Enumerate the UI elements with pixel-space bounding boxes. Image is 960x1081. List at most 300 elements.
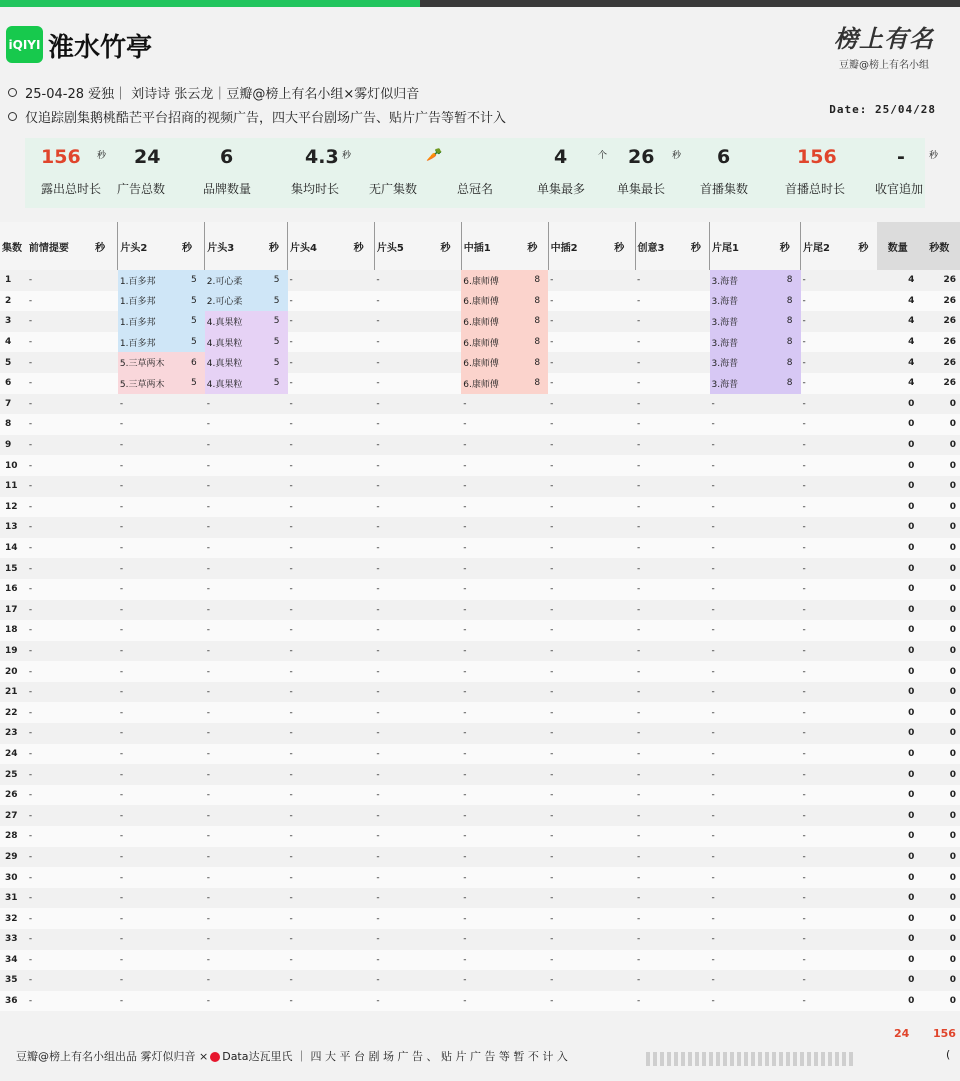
table-cell: - [461, 764, 525, 785]
table-cell: - [801, 600, 857, 621]
table-cell: - [635, 867, 689, 888]
table-cell [439, 682, 462, 703]
stat-value: 24 [134, 146, 161, 168]
table-cell [689, 558, 710, 579]
table-cell [856, 723, 877, 744]
table-cell [352, 558, 375, 579]
table-cell [352, 744, 375, 765]
page-tick [674, 1052, 678, 1066]
table-cell: - [801, 950, 857, 971]
info-line-2 [8, 107, 506, 126]
table-cell: 3.海普 [710, 373, 778, 394]
table-cell [778, 847, 801, 868]
table-cell: - [205, 394, 267, 415]
table-cell [778, 517, 801, 538]
stat-value: 🥕 [426, 148, 443, 163]
table-cell: - [710, 476, 778, 497]
table-cell: - [288, 311, 352, 332]
table-cell [778, 558, 801, 579]
table-cell: 8 [778, 291, 801, 312]
table-cell [267, 558, 288, 579]
table-cell [612, 888, 635, 909]
episode-number: 23 [0, 723, 27, 744]
stat-value: 4 [554, 146, 568, 168]
table-cell: - [710, 950, 778, 971]
table-cell: 8 [525, 373, 548, 394]
table-cell [689, 867, 710, 888]
table-cell: - [27, 352, 93, 373]
table-cell [689, 682, 710, 703]
table-cell: - [27, 929, 93, 950]
table-row [0, 373, 960, 394]
table-cell [689, 476, 710, 497]
table-cell: 0 [918, 455, 960, 476]
table-cell [778, 702, 801, 723]
table-cell [93, 270, 118, 291]
table-cell: 5 [180, 373, 205, 394]
table-cell: - [27, 641, 93, 662]
table-cell: - [288, 373, 352, 394]
page-tick [821, 1052, 825, 1066]
table-cell: - [635, 950, 689, 971]
table-row [0, 826, 960, 847]
table-cell: 0 [877, 497, 918, 518]
table-cell [352, 435, 375, 456]
table-cell: 3.海普 [710, 352, 778, 373]
table-cell: - [205, 785, 267, 806]
table-cell [525, 805, 548, 826]
table-cell: - [461, 661, 525, 682]
table-row [0, 620, 960, 641]
stat-value: 26 [628, 146, 655, 168]
episode-number: 16 [0, 579, 27, 600]
table-cell [352, 394, 375, 415]
table-cell: 0 [877, 414, 918, 435]
table-cell: - [27, 517, 93, 538]
episode-number: 20 [0, 661, 27, 682]
table-cell [93, 600, 118, 621]
table-cell [93, 929, 118, 950]
table-cell: 0 [918, 620, 960, 641]
page-tick [681, 1052, 685, 1066]
table-cell: - [548, 991, 612, 1012]
table-cell: - [635, 847, 689, 868]
table-cell [689, 785, 710, 806]
table-cell: - [801, 744, 857, 765]
table-cell [612, 682, 635, 703]
table-cell [180, 744, 205, 765]
table-cell [689, 270, 710, 291]
table-cell [778, 991, 801, 1012]
table-cell: - [635, 373, 689, 394]
table-cell: - [374, 414, 438, 435]
table-cell [612, 744, 635, 765]
table-cell: - [710, 744, 778, 765]
table-cell [689, 702, 710, 723]
table-cell [778, 600, 801, 621]
table-cell [267, 620, 288, 641]
table-cell: - [710, 517, 778, 538]
table-cell: - [374, 785, 438, 806]
table-cell [689, 991, 710, 1012]
table-cell [778, 950, 801, 971]
table-cell: - [288, 455, 352, 476]
table-cell [612, 867, 635, 888]
table-cell [689, 373, 710, 394]
episode-number: 27 [0, 805, 27, 826]
table-cell [93, 785, 118, 806]
table-cell: - [710, 805, 778, 826]
table-cell: - [205, 744, 267, 765]
table-cell: - [710, 682, 778, 703]
report-date: Date: 25/04/28 [829, 103, 936, 116]
table-cell: - [710, 435, 778, 456]
table-cell: 4 [877, 311, 918, 332]
table-cell: - [27, 723, 93, 744]
table-cell [689, 435, 710, 456]
table-cell: 0 [918, 497, 960, 518]
table-cell: - [548, 970, 612, 991]
table-cell: - [461, 785, 525, 806]
table-cell: - [461, 497, 525, 518]
table-cell: - [27, 414, 93, 435]
table-cell [93, 620, 118, 641]
table-cell: 0 [918, 723, 960, 744]
table-cell [93, 641, 118, 662]
episode-number: 36 [0, 991, 27, 1012]
column-header: 中插1 [461, 222, 525, 270]
page-tick [716, 1052, 720, 1066]
table-cell: 5 [267, 311, 288, 332]
table-cell [180, 414, 205, 435]
table-cell: - [374, 270, 438, 291]
table-cell: - [801, 394, 857, 415]
table-cell: - [205, 764, 267, 785]
table-row [0, 291, 960, 312]
table-cell: - [635, 291, 689, 312]
table-cell: - [548, 764, 612, 785]
table-cell [439, 641, 462, 662]
table-cell: - [27, 497, 93, 518]
column-header: 秒 [689, 222, 710, 270]
table-cell: - [374, 805, 438, 826]
table-cell [352, 600, 375, 621]
table-cell [180, 538, 205, 559]
table-cell: - [205, 991, 267, 1012]
table-cell [439, 497, 462, 518]
table-cell: - [635, 600, 689, 621]
table-cell: - [205, 805, 267, 826]
table-cell [525, 888, 548, 909]
table-cell [612, 579, 635, 600]
table-cell [856, 352, 877, 373]
table-cell: - [801, 291, 857, 312]
table-cell: 0 [877, 991, 918, 1012]
table-cell: - [118, 620, 180, 641]
table-cell: - [118, 455, 180, 476]
page-tick [842, 1052, 846, 1066]
table-cell: - [710, 764, 778, 785]
page-tick [786, 1052, 790, 1066]
table-cell: - [801, 764, 857, 785]
info-line-2-text: 仅追踪剧集鹅桃酷芒平台招商的视频广告，四大平台剧场广告、贴片广告等暂不计入 [25, 111, 507, 126]
table-cell: 0 [877, 394, 918, 415]
table-cell [439, 517, 462, 538]
table-cell: - [288, 764, 352, 785]
table-cell [180, 805, 205, 826]
table-cell [93, 867, 118, 888]
table-cell [778, 394, 801, 415]
table-cell [856, 661, 877, 682]
table-cell [267, 744, 288, 765]
table-cell: - [635, 352, 689, 373]
info-line-1-text: 25-04-28 爱独｜ 刘诗诗 张云龙｜豆瓣@榜上有名小组×雾灯似归音 [25, 87, 420, 102]
episode-number: 13 [0, 517, 27, 538]
table-cell: - [288, 435, 352, 456]
table-cell: - [801, 435, 857, 456]
table-cell [612, 311, 635, 332]
table-cell: 0 [918, 950, 960, 971]
table-cell: - [801, 517, 857, 538]
table-cell [525, 744, 548, 765]
table-cell [352, 785, 375, 806]
table-row [0, 435, 960, 456]
table-cell [612, 908, 635, 929]
table-cell: - [118, 497, 180, 518]
table-cell [352, 579, 375, 600]
table-cell: - [374, 950, 438, 971]
table-row [0, 702, 960, 723]
table-cell: 0 [877, 929, 918, 950]
stat-unit: 秒 [929, 151, 939, 161]
episode-number: 35 [0, 970, 27, 991]
stat-unit: 个 [598, 151, 608, 161]
table-cell [267, 517, 288, 538]
table-cell [856, 867, 877, 888]
table-cell: 8 [778, 373, 801, 394]
table-cell: - [27, 291, 93, 312]
table-cell [267, 702, 288, 723]
table-cell: 0 [918, 805, 960, 826]
table-row [0, 847, 960, 868]
table-cell: - [635, 702, 689, 723]
stat-label: 单集最长 [617, 182, 666, 196]
table-cell: - [710, 620, 778, 641]
column-header: 片头3 [205, 222, 267, 270]
table-cell: 0 [877, 517, 918, 538]
table-cell [778, 970, 801, 991]
table-cell: - [710, 600, 778, 621]
table-row [0, 764, 960, 785]
table-cell: - [27, 950, 93, 971]
table-cell: 6.康师傅 [461, 332, 525, 353]
page-tick [653, 1052, 657, 1066]
table-cell: - [801, 352, 857, 373]
table-cell: 6.康师傅 [461, 270, 525, 291]
table-cell [612, 414, 635, 435]
table-cell [180, 620, 205, 641]
table-cell: - [801, 538, 857, 559]
table-cell: - [205, 888, 267, 909]
table-cell [93, 661, 118, 682]
table-cell: - [801, 908, 857, 929]
table-cell: - [461, 805, 525, 826]
table-cell [689, 805, 710, 826]
table-cell [689, 455, 710, 476]
table-cell [856, 888, 877, 909]
table-cell: 5.三草两木 [118, 373, 180, 394]
table-cell [778, 785, 801, 806]
table-cell: - [118, 826, 180, 847]
table-cell [612, 497, 635, 518]
table-cell: - [548, 476, 612, 497]
stat-unit: 秒 [672, 151, 682, 161]
table-cell [267, 970, 288, 991]
table-cell: - [461, 950, 525, 971]
table-cell: - [27, 332, 93, 353]
table-cell [689, 764, 710, 785]
table-cell: 0 [918, 435, 960, 456]
page-tick [849, 1052, 853, 1066]
table-cell [352, 826, 375, 847]
table-cell [856, 826, 877, 847]
table-cell: - [205, 661, 267, 682]
stat-label: 露出总时长 [41, 182, 102, 196]
table-cell: - [461, 929, 525, 950]
table-cell: 8 [778, 332, 801, 353]
table-cell [439, 723, 462, 744]
table-cell [525, 847, 548, 868]
table-cell [525, 641, 548, 662]
table-row [0, 991, 960, 1012]
table-cell: - [801, 558, 857, 579]
table-cell: - [118, 702, 180, 723]
table-cell: 8 [525, 291, 548, 312]
table-cell: - [118, 867, 180, 888]
table-cell [689, 600, 710, 621]
table-cell: - [710, 702, 778, 723]
table-cell [689, 517, 710, 538]
table-cell: 0 [918, 579, 960, 600]
table-cell: 0 [877, 908, 918, 929]
table-cell [267, 579, 288, 600]
page-indicator[interactable] [646, 1052, 856, 1066]
table-cell [689, 291, 710, 312]
table-cell: - [27, 682, 93, 703]
table-cell: - [635, 661, 689, 682]
table-cell [612, 847, 635, 868]
table-cell: - [635, 394, 689, 415]
table-cell [856, 435, 877, 456]
table-cell [525, 497, 548, 518]
table-cell [689, 661, 710, 682]
table-cell [93, 497, 118, 518]
table-cell [267, 394, 288, 415]
table-cell: - [801, 579, 857, 600]
table-cell: - [548, 620, 612, 641]
table-cell: - [461, 908, 525, 929]
table-cell: - [118, 414, 180, 435]
table-cell: 4 [877, 270, 918, 291]
table-cell [778, 497, 801, 518]
ad-table [0, 222, 960, 1011]
table-cell [439, 558, 462, 579]
table-cell: 5 [180, 291, 205, 312]
table-cell: 0 [877, 538, 918, 559]
table-cell [778, 538, 801, 559]
table-cell [439, 579, 462, 600]
table-cell [352, 847, 375, 868]
page-tick [730, 1052, 734, 1066]
table-cell: - [548, 867, 612, 888]
table-cell: - [27, 394, 93, 415]
table-cell: 0 [877, 620, 918, 641]
table-cell [439, 847, 462, 868]
brand-script: 榜上有名 [834, 24, 934, 53]
table-cell [180, 991, 205, 1012]
table-cell: - [374, 517, 438, 538]
table-cell [180, 682, 205, 703]
table-cell [778, 764, 801, 785]
table-cell: 0 [918, 970, 960, 991]
table-cell [439, 620, 462, 641]
stat-value: - [897, 146, 905, 168]
table-cell [93, 764, 118, 785]
table-cell: - [374, 826, 438, 847]
table-cell [856, 641, 877, 662]
table-cell [439, 476, 462, 497]
table-cell [856, 682, 877, 703]
table-cell: - [548, 826, 612, 847]
table-cell [612, 270, 635, 291]
table-cell [93, 455, 118, 476]
table-cell [612, 291, 635, 312]
table-cell: 8 [525, 311, 548, 332]
table-cell: - [635, 558, 689, 579]
table-cell: 0 [877, 950, 918, 971]
table-cell: - [710, 455, 778, 476]
table-cell: 0 [918, 867, 960, 888]
table-cell: 5 [267, 373, 288, 394]
footer-text [16, 1048, 568, 1064]
table-cell [612, 538, 635, 559]
table-cell [856, 291, 877, 312]
table-cell: - [635, 435, 689, 456]
table-cell [612, 764, 635, 785]
table-cell: 5 [267, 291, 288, 312]
table-cell [352, 291, 375, 312]
table-cell: 8 [525, 332, 548, 353]
table-cell [856, 991, 877, 1012]
page-tick [751, 1052, 755, 1066]
episode-number: 18 [0, 620, 27, 641]
table-cell [180, 970, 205, 991]
table-cell [93, 991, 118, 1012]
table-cell: - [205, 558, 267, 579]
table-cell: - [118, 558, 180, 579]
table-cell: - [548, 497, 612, 518]
table-cell [525, 455, 548, 476]
table-cell [180, 867, 205, 888]
table-cell [612, 661, 635, 682]
table-cell: - [374, 332, 438, 353]
table-cell: 0 [918, 394, 960, 415]
table-cell: - [374, 620, 438, 641]
table-cell: 4 [877, 291, 918, 312]
table-cell: - [635, 785, 689, 806]
table-cell: - [548, 682, 612, 703]
table-cell [525, 970, 548, 991]
